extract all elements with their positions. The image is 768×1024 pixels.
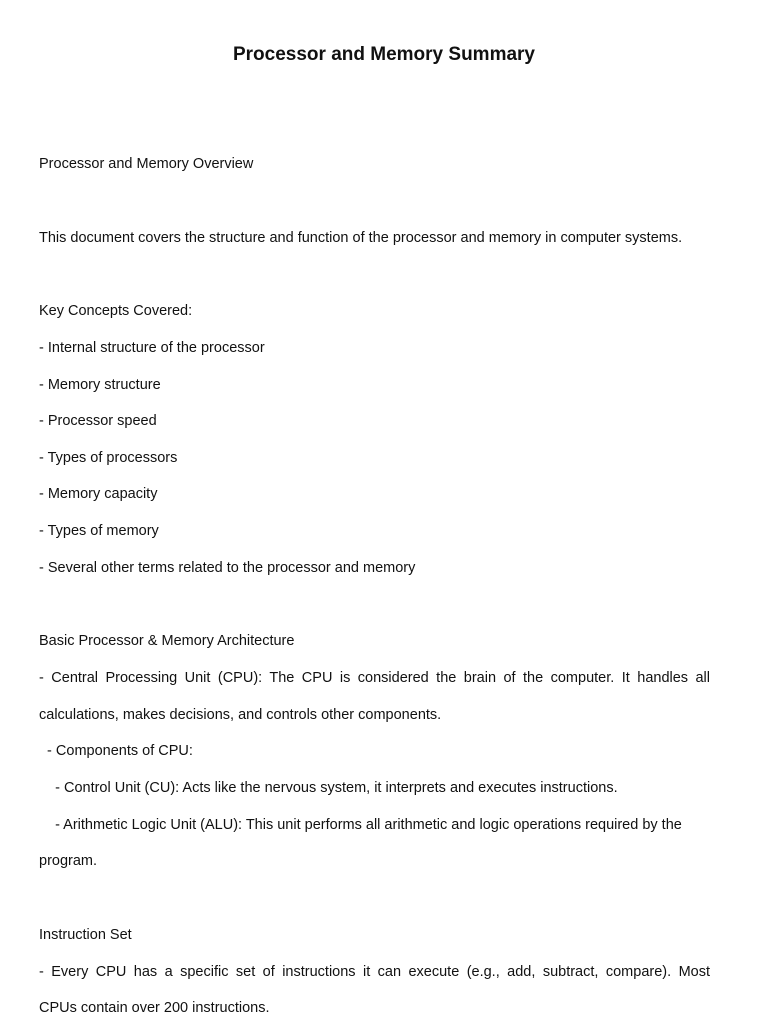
list-item: - Memory capacity <box>39 486 158 502</box>
list-item: - Memory structure <box>39 377 161 393</box>
page-title: Processor and Memory Summary <box>232 44 535 65</box>
list-item: - Several other terms related to the processor and memory <box>39 560 416 576</box>
alu-item-line: program. <box>39 853 98 869</box>
intro-paragraph: This document covers the structure and function of the processor and memory in computer systems. <box>39 230 683 246</box>
list-item: - Types of processors <box>39 450 178 466</box>
instruction-set-heading: Instruction Set <box>39 927 132 943</box>
list-item: - Internal structure of the processor <box>39 340 265 356</box>
overview-heading: Processor and Memory Overview <box>39 156 254 172</box>
architecture-heading: Basic Processor & Memory Architecture <box>39 633 295 649</box>
list-item: - Types of memory <box>39 523 159 539</box>
cpu-description-line: calculations, makes decisions, and controls other components. <box>39 707 442 723</box>
list-item: - Processor speed <box>39 413 157 429</box>
instruction-set-line: CPUs contain over 200 instructions. <box>39 1000 270 1016</box>
control-unit-item: - Control Unit (CU): Acts like the nervous system, it interprets and executes instructions. <box>39 780 618 796</box>
key-concepts-heading: Key Concepts Covered: <box>39 303 193 319</box>
instruction-set-line: - Every CPU has a specific set of instructions it can execute (e.g., add, subtract, compare). Most <box>39 964 710 980</box>
cpu-description-line: - Central Processing Unit (CPU): The CPU is considered the brain of the computer. It handles all <box>39 670 710 686</box>
cpu-components-label: - Components of CPU: <box>39 743 193 759</box>
alu-item-line: - Arithmetic Logic Unit (ALU): This unit performs all arithmetic and logic operations required by the <box>39 817 682 833</box>
